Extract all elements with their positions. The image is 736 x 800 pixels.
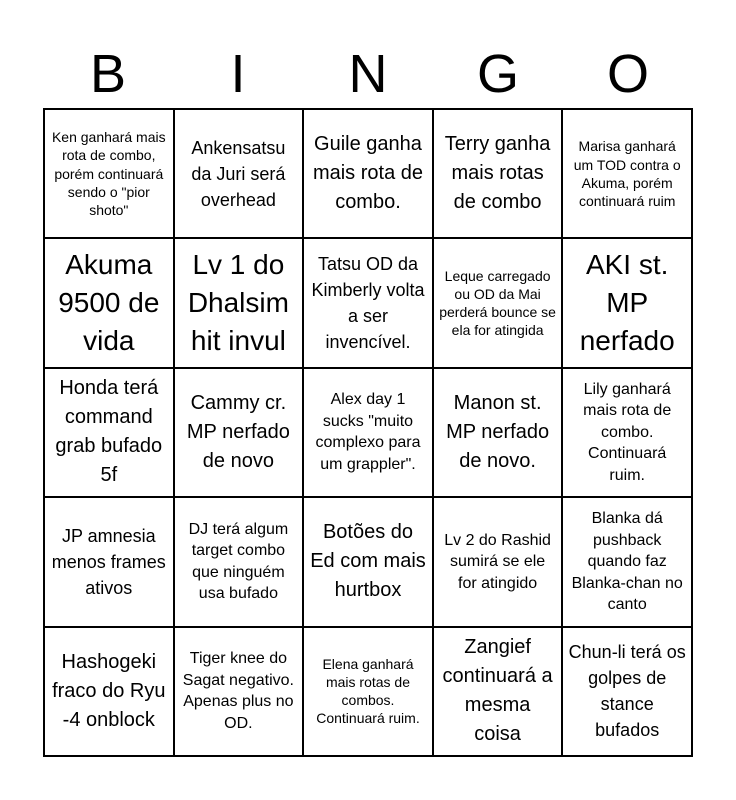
bingo-cell[interactable] [562, 109, 692, 238]
bingo-cell[interactable] [433, 497, 563, 626]
cell-text: Blanka dá pushback quando faz Blanka-chan no canto [571, 509, 683, 614]
bingo-board [43, 108, 693, 757]
bingo-cell[interactable] [44, 497, 174, 626]
cell-text: Ankensatsu da Juri será overhead [191, 137, 286, 210]
bingo-cell[interactable] [174, 368, 304, 497]
cell-text: Elena ganhará mais rotas de combos. Continuará ruim. [316, 655, 420, 727]
cell-text: Tiger knee do Sagat negativo. Apenas plus no OD. [182, 650, 294, 732]
bingo-cell[interactable] [303, 368, 433, 497]
header-letter-n: N [348, 44, 388, 104]
cell-text: Akuma 9500 de vida [58, 249, 160, 356]
bingo-cell[interactable] [433, 627, 563, 756]
cell-text: AKI st. MP nerfado [579, 249, 675, 356]
header-letter-i: I [230, 44, 246, 104]
cell-text: Tatsu OD da Kimberly volta a ser invencível. [311, 253, 425, 353]
cell-text: Leque carregado ou OD da Mai perderá bounce se ela for atingida [439, 267, 556, 339]
cell-text: Ken ganhará mais rota de combo, porém continuará sendo o "pior shoto" [51, 129, 166, 218]
cell-text: Manon st. MP nerfado de novo. [446, 391, 550, 472]
cell-text: Alex day 1 sucks "muito complexo para um grappler". [315, 391, 421, 474]
bingo-cell[interactable] [562, 627, 692, 756]
bingo-cell[interactable] [303, 238, 433, 367]
bingo-cell[interactable] [303, 627, 433, 756]
bingo-cell[interactable] [562, 497, 692, 626]
cell-text: Chun-li terá os golpes de stance bufados [568, 642, 686, 741]
bingo-cell[interactable] [562, 368, 692, 497]
cell-text: Hashogeki fraco do Ryu -4 onblock [52, 650, 166, 731]
cell-text: Terry ganha mais rotas de combo [444, 133, 551, 214]
bingo-cell[interactable] [44, 109, 174, 238]
bingo-cell[interactable] [174, 109, 304, 238]
cell-text: Botões do Ed com mais hurtbox [310, 521, 426, 602]
bingo-cell[interactable] [44, 627, 174, 756]
cell-text: Zangief continuará a mesma coisa [442, 636, 553, 746]
cell-text: Marisa ganhará um TOD contra o Akuma, porém continuará ruim [573, 138, 681, 209]
bingo-cell[interactable] [433, 368, 563, 497]
cell-text: DJ terá algum target combo que ninguém usa bufado [188, 520, 289, 603]
bingo-cell[interactable] [562, 238, 692, 367]
bingo-cell[interactable] [303, 109, 433, 238]
bingo-cell[interactable] [174, 627, 304, 756]
header-letter-o: O [606, 44, 649, 104]
cell-text: Lv 2 do Rashid sumirá se ele for atingido [444, 531, 551, 592]
bingo-cell[interactable] [174, 238, 304, 367]
cell-text: Cammy cr. MP nerfado de novo [186, 391, 290, 472]
bingo-cell[interactable] [303, 497, 433, 626]
bingo-header [43, 40, 693, 108]
bingo-cell[interactable] [44, 238, 174, 367]
header-letter-g: G [476, 44, 519, 104]
bingo-cell[interactable] [174, 497, 304, 626]
cell-text: Lily ganhará mais rota de combo. Continuará ruim. [583, 380, 672, 484]
bingo-cell[interactable] [433, 109, 563, 238]
cell-text: Lv 1 do Dhalsim hit invul [187, 249, 289, 356]
cell-text: Guile ganha mais rota de combo. [312, 133, 424, 214]
cell-text: Honda terá command grab bufado 5f [55, 377, 163, 487]
header-letter-b: B [89, 44, 127, 104]
bingo-cell[interactable] [433, 238, 563, 367]
cell-text: JP amnesia menos frames ativos [51, 525, 166, 598]
bingo-cell[interactable] [44, 368, 174, 497]
